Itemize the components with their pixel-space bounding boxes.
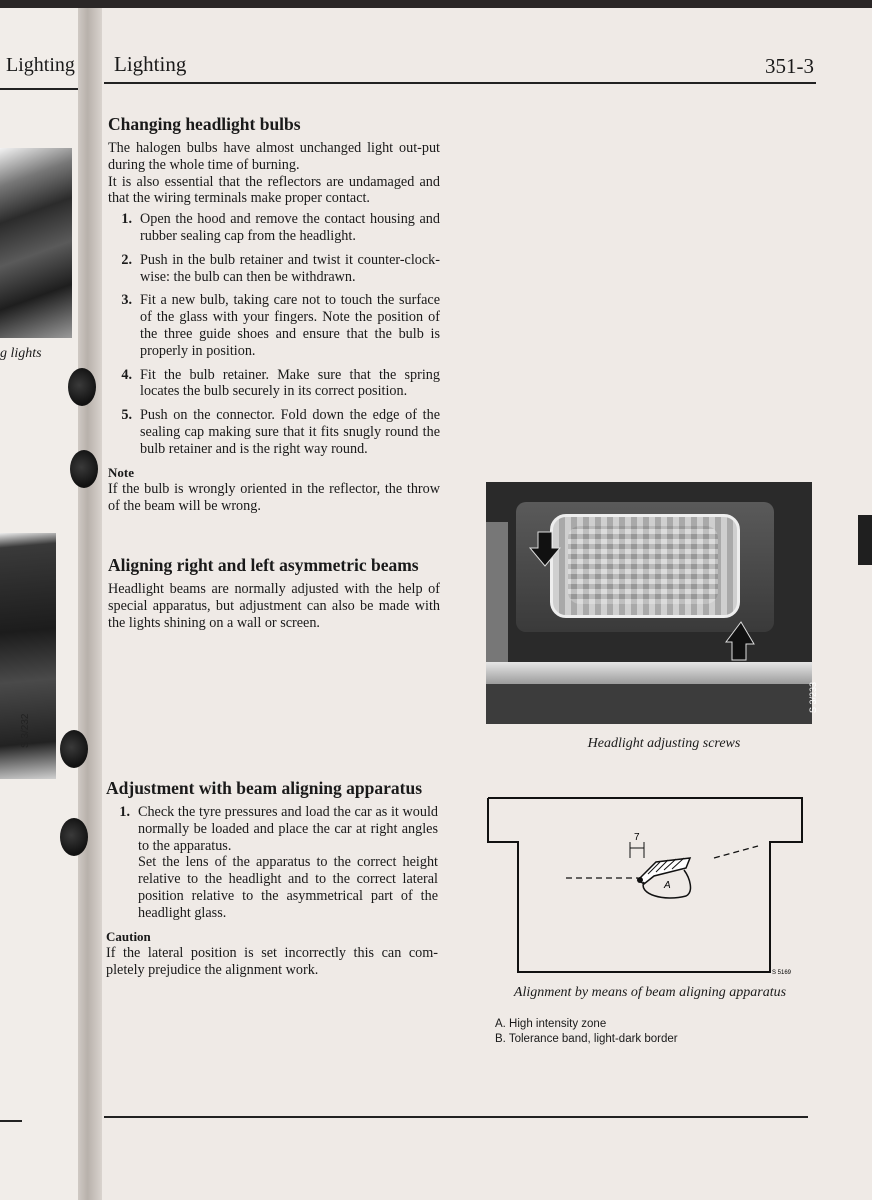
steps-list: [106, 804, 438, 922]
dimension-label: 7: [634, 832, 640, 843]
list-item: [108, 252, 440, 286]
step-text: Check the tyre pressures and load the car as it would normally be loaded and place the car at right angles to the apparatus.: [138, 804, 438, 854]
page-header-title: Lighting: [114, 52, 187, 76]
step-number: 4.: [121, 366, 132, 383]
step-text: Push on the connector. Fold down the edge of the sealing cap making sure that it fits snugly round the bulb retainer and is the right way round.: [140, 407, 440, 457]
photo-ref: S 3/233: [808, 682, 818, 714]
beam-alignment-diagram: [488, 796, 804, 978]
list-item: [108, 211, 440, 245]
diagram-caption: Alignment by means of beam aligning apparatus: [513, 985, 787, 1000]
step-number: 1.: [121, 211, 132, 228]
section-aligning-beams: [108, 555, 440, 631]
scan-top-edge: [0, 0, 872, 8]
header-rule: [104, 82, 816, 84]
diagram-legend: [495, 1017, 678, 1047]
left-page-header: Lighting: [6, 54, 75, 76]
section-heading: Aligning right and left asymmetric beams: [108, 555, 419, 575]
left-photo-top: [0, 148, 72, 338]
zone-label-a: A: [664, 880, 671, 891]
center-point: [637, 877, 643, 883]
step-number: 5.: [121, 407, 132, 424]
note-text: If the bulb is wrongly oriented in the reflector, the throw of the beam will be wrong.: [108, 481, 440, 515]
section-paragraph: Headlight beams are normally adjusted with the help of special apparatus, but adjustment can also be made with the lights shining on a wall or screen.: [108, 581, 440, 631]
intro-paragraph: The halogen bulbs have almost unchanged light out-put during the whole time of burning.: [108, 140, 440, 173]
list-item: [106, 804, 438, 922]
legend-item: A. High intensity zone: [495, 1018, 607, 1030]
punch-hole: [60, 730, 88, 768]
screen-outline: [488, 798, 802, 972]
step-text: Fit the bulb retainer. Make sure that the spring locates the bulb securely in its correct position.: [140, 366, 440, 400]
list-item: [108, 292, 440, 359]
headlight-photo: [486, 482, 818, 724]
punch-hole: [70, 450, 98, 488]
sloped-reference-line: [714, 846, 758, 858]
step-text: Fit a new bulb, taking care not to touch the surface of the glass with your fingers. Note the position of the three guide shoes and ensure that the bulb is properly in position.: [140, 292, 440, 359]
adjusting-screw-arrows: [486, 482, 812, 724]
left-footer-rule: [0, 1120, 22, 1122]
thumb-index-tab: [858, 515, 872, 565]
diagram-ref: S 5169: [772, 970, 792, 976]
left-facing-page: [0, 8, 80, 1200]
punch-hole: [60, 818, 88, 856]
section-heading: Adjustment with beam aligning apparatus: [106, 778, 423, 798]
step-text-block: [138, 804, 438, 922]
list-item: [108, 367, 440, 401]
left-figure-ref: S 3/232: [20, 713, 31, 748]
step-number: 1.: [119, 804, 130, 820]
step-number: 2.: [121, 251, 132, 268]
arrow-top-screw: [530, 532, 560, 566]
left-caption-fragment: g lights: [0, 346, 42, 361]
note-heading: Note: [108, 464, 134, 480]
footer-rule: [104, 1116, 808, 1118]
punch-hole: [68, 368, 96, 406]
steps-list: [108, 211, 440, 457]
caution-heading: Caution: [106, 928, 151, 944]
left-header-rule: [0, 88, 80, 90]
step-text: Set the lens of the apparatus to the correct height relative to the headlight and to the correct lateral position relative to the asymmetrical part of the headlight glass.: [138, 854, 438, 921]
intro-paragraph: It is also essential that the reflectors are undamaged and that the wiring terminals make proper contact.: [108, 173, 440, 207]
step-text: Open the hood and remove the contact housing and rubber sealing cap from the headlight.: [140, 211, 440, 244]
legend-item: B. Tolerance band, light-dark border: [495, 1033, 678, 1045]
section-heading: Changing headlight bulbs: [108, 114, 301, 134]
page-number: 351-3: [765, 54, 814, 78]
step-text: Push in the bulb retainer and twist it counter-clock-wise: the bulb can then be withdrawn.: [140, 251, 440, 285]
list-item: [108, 407, 440, 457]
step-number: 3.: [121, 292, 132, 309]
photo-caption: Headlight adjusting screws: [587, 736, 741, 751]
section-beam-apparatus: [106, 778, 438, 979]
caution-text: If the lateral position is set incorrectly this can com-pletely prejudice the alignment work.: [106, 945, 438, 979]
section-changing-bulbs: [108, 114, 440, 515]
binding-gutter: [78, 8, 102, 1200]
arrow-bottom-screw: [726, 622, 754, 660]
